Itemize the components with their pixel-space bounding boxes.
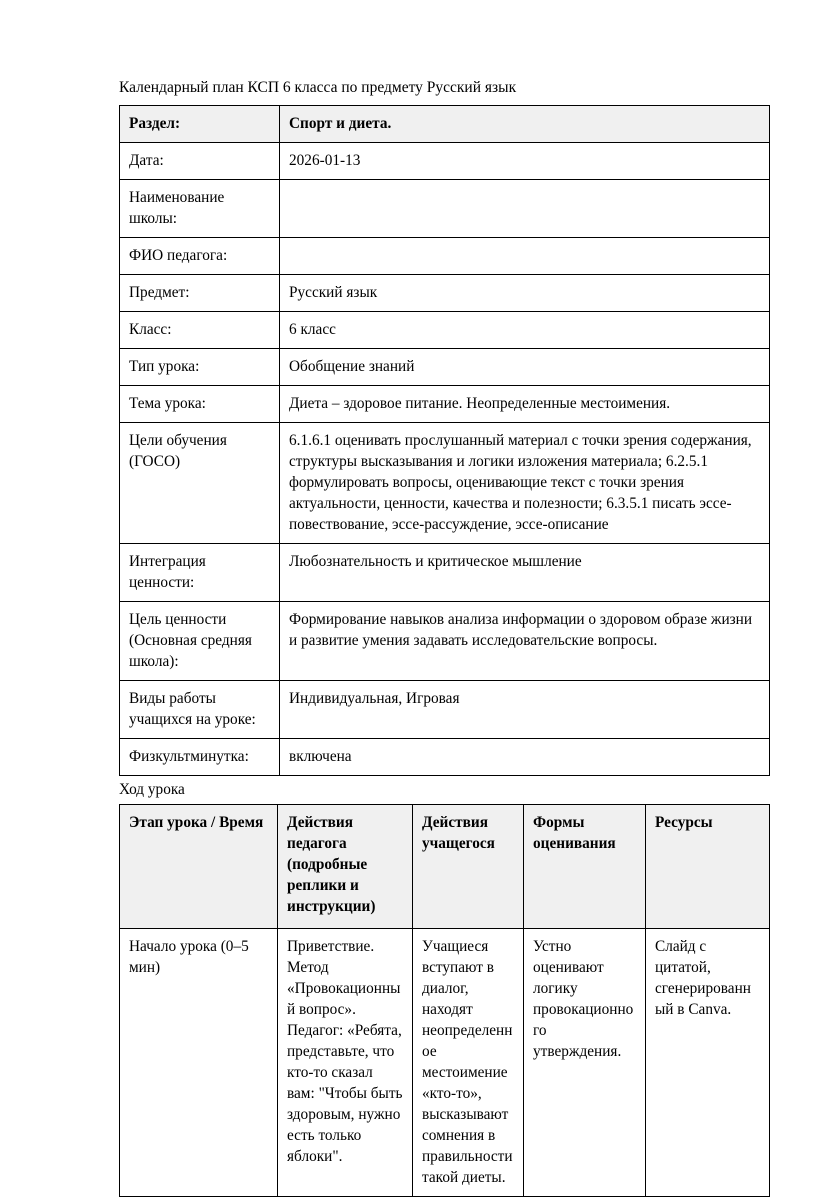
info-value: Обобщение знаний [280, 349, 770, 386]
table-row [120, 544, 770, 602]
lesson-flow-head [120, 805, 770, 929]
lesson-flow-body [120, 929, 770, 1197]
info-label: Наименование школы: [120, 180, 280, 238]
info-label: Тема урока: [120, 386, 280, 423]
cell-teacher-actions: Приветствие. Метод «Провокационный вопрос». Педагог: «Ребята, представьте, что кто-то сказал вам: "Чтобы быть здоровым, нужно есть только яблоки". [278, 929, 413, 1197]
lesson-info-body [120, 106, 770, 776]
info-value: Индивидуальная, Игровая [280, 681, 770, 739]
column-header-stage: Этап урока / Время [120, 805, 278, 929]
column-header-assessment: Формы оценивания [524, 805, 646, 929]
info-value [280, 180, 770, 238]
table-row [120, 386, 770, 423]
info-value: Любознательность и критическое мышление [280, 544, 770, 602]
info-value: 6 класс [280, 312, 770, 349]
info-label: Виды работы учащихся на уроке: [120, 681, 280, 739]
table-row [120, 312, 770, 349]
info-value: включена [280, 739, 770, 776]
info-value: Формирование навыков анализа информации о здоровом образе жизни и развитие умения задавать исследовательские вопросы. [280, 602, 770, 681]
table-row [120, 180, 770, 238]
lesson-info-table [119, 105, 770, 776]
table-row [120, 423, 770, 544]
table-row [120, 349, 770, 386]
info-label: Класс: [120, 312, 280, 349]
cell-resources: Слайд с цитатой, сгенерированный в Canva. [646, 929, 770, 1197]
info-value: Спорт и диета. [280, 106, 770, 143]
table-header-row [120, 805, 770, 929]
lesson-flow-table [119, 804, 770, 1197]
info-value: Диета – здоровое питание. Неопределенные местоимения. [280, 386, 770, 423]
column-header-teacher-actions: Действия педагога (подробные реплики и инструкции) [278, 805, 413, 929]
page-title: Календарный план КСП 6 класса по предмету Русский язык [119, 79, 517, 96]
info-value: Русский язык [280, 275, 770, 312]
table-row [120, 681, 770, 739]
info-label: Цель ценности (Основная средняя школа): [120, 602, 280, 681]
cell-assessment: Устно оценивают логику провокационного утверждения. [524, 929, 646, 1197]
info-value: 2026-01-13 [280, 143, 770, 180]
info-label: Раздел: [120, 106, 280, 143]
info-label: Физкультминутка: [120, 739, 280, 776]
table-row [120, 929, 770, 1197]
info-label: Тип урока: [120, 349, 280, 386]
cell-student-actions: Учащиеся вступают в диалог, находят неопределенное местоимение «кто-то», высказывают сомнения в правильности такой диеты. [413, 929, 524, 1197]
cell-stage: Начало урока (0–5 мин) [120, 929, 278, 1197]
info-label: Цели обучения (ГОСО) [120, 423, 280, 544]
table-row [120, 602, 770, 681]
table-row [120, 106, 770, 143]
info-label: ФИО педагога: [120, 238, 280, 275]
info-label: Интеграция ценности: [120, 544, 280, 602]
table-row [120, 275, 770, 312]
lesson-flow-heading: Ход урока [119, 781, 185, 798]
column-header-resources: Ресурсы [646, 805, 770, 929]
table-row [120, 739, 770, 776]
info-label: Дата: [120, 143, 280, 180]
table-row [120, 238, 770, 275]
table-row [120, 143, 770, 180]
info-value [280, 238, 770, 275]
column-header-student-actions: Действия учащегося [413, 805, 524, 929]
info-label: Предмет: [120, 275, 280, 312]
info-value: 6.1.6.1 оценивать прослушанный материал с точки зрения содержания, структуры высказывания и логики изложения материала; 6.2.5.1 формулировать вопросы, оценивающие текст с точки зрения актуальности, ценности, качества и полезности; 6.3.5.1 писать эссе-повествование, эссе-рассуждение, эссе-описание [280, 423, 770, 544]
